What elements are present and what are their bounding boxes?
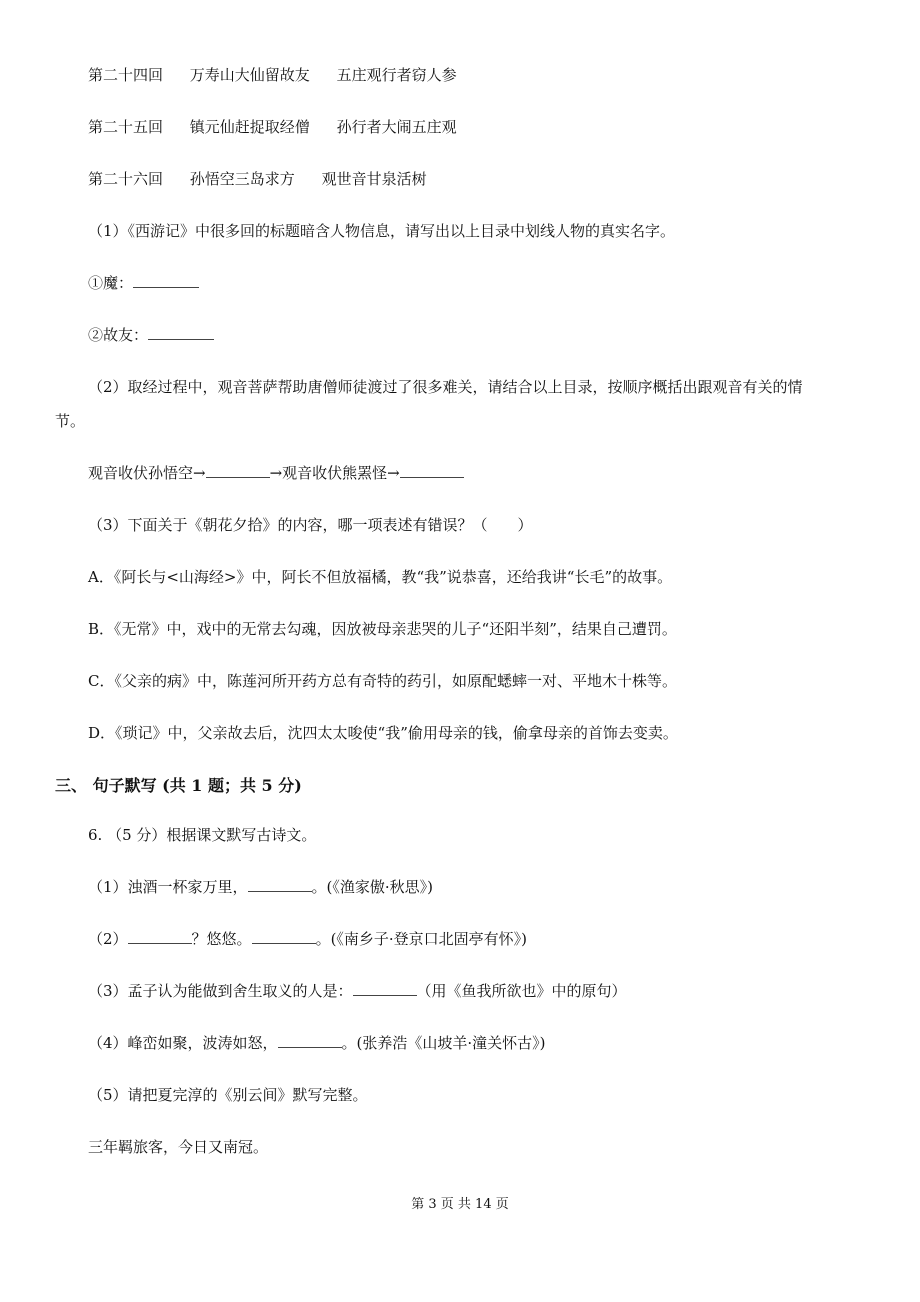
- chapter-title-b: 五庄观行者窃人参: [336, 66, 457, 84]
- item-prefix: （4）峰峦如聚，波涛如怒，: [88, 1034, 278, 1052]
- toc-line-24: [88, 64, 457, 85]
- answer-blank[interactable]: [206, 463, 270, 478]
- answer-blank[interactable]: [252, 929, 316, 944]
- question-6-text: 6. （5 分）根据课文默写古诗文。: [88, 826, 317, 844]
- chapter-number: 第二十四回: [88, 66, 164, 84]
- question-2-text-line-2: 节。: [55, 412, 86, 430]
- item-prefix: （1）浊酒一杯家万里，: [88, 878, 248, 896]
- recite-item-2: [88, 928, 527, 949]
- toc-line-26: [88, 168, 427, 189]
- answer-blank[interactable]: [278, 1033, 342, 1048]
- toc-line-25: [88, 116, 457, 137]
- option-c: C．《父亲的病》中，陈莲河所开药方总有奇特的药引，如原配蟋蟀一对、平地木十株等。: [88, 672, 677, 690]
- answer-blank[interactable]: [133, 273, 199, 288]
- answer-blank[interactable]: [128, 929, 192, 944]
- chapter-number: 第二十五回: [88, 118, 164, 136]
- item-label: ②故友：: [88, 326, 149, 344]
- chapter-title-b: 孙行者大闹五庄观: [336, 118, 457, 136]
- question-2-text-line-1: （2）取经过程中，观音菩萨帮助唐僧师徒渡过了很多难关，请结合以上目录，按顺序概括出跟观音有关的情: [88, 378, 803, 396]
- chain-step-b: →观音收伏熊罴怪→: [269, 464, 400, 482]
- recite-item-4: [88, 1032, 546, 1053]
- item-suffix: 。(《南乡子·登京口北固亭有怀》): [315, 930, 528, 948]
- question-1-item-1: [88, 272, 199, 293]
- item-label: ①魔：: [88, 274, 134, 292]
- recite-item-1: [88, 876, 433, 897]
- chapter-title-a: 镇元仙赶捉取经僧: [189, 118, 310, 136]
- item-middle: ？悠悠。: [191, 930, 252, 948]
- chapter-number: 第二十六回: [88, 170, 164, 188]
- chapter-title-b: 观世音甘泉活树: [321, 170, 427, 188]
- question-3-text: （3）下面关于《朝花夕拾》的内容，哪一项表述有错误？（ ）: [88, 516, 533, 534]
- question-1-item-2: [88, 324, 214, 345]
- recite-item-3: [88, 980, 627, 1001]
- item-suffix: 。(《渔家傲·秋思》): [311, 878, 434, 896]
- item-prefix: （3）孟子认为能做到舍生取义的人是：: [88, 982, 353, 1000]
- option-d: D．《琐记》中，父亲故去后，沈四太太唆使“我”偷用母亲的钱，偷拿母亲的首饰去变卖。: [88, 724, 678, 742]
- answer-blank[interactable]: [400, 463, 464, 478]
- chapter-title-a: 万寿山大仙留故友: [189, 66, 310, 84]
- option-a: A．《阿长与<山海经>》中，阿长不但放福橘，教“我”说恭喜，还给我讲“长毛”的故事。: [88, 568, 673, 586]
- question-2-chain: [88, 462, 464, 483]
- recite-item-5: （5）请把夏完淳的《别云间》默写完整。: [88, 1086, 368, 1104]
- chapter-title-a: 孙悟空三岛求方: [189, 170, 295, 188]
- answer-blank[interactable]: [148, 325, 214, 340]
- question-1-text: （1）《西游记》中很多回的标题暗含人物信息，请写出以上目录中划线人物的真实名字。: [88, 222, 676, 240]
- chain-step-a: 观音收伏孙悟空→: [88, 464, 206, 482]
- item-prefix: （2）: [88, 930, 128, 948]
- poem-line: 三年羁旅客，今日又南冠。: [88, 1138, 269, 1156]
- item-suffix: 。(张养浩《山坡羊·潼关怀古》): [341, 1034, 546, 1052]
- item-suffix: （用《鱼我所欲也》中的原句）: [416, 982, 627, 1000]
- section-heading: 三、 句子默写 (共 1 题；共 5 分): [55, 776, 302, 795]
- page-number: 第 3 页 共 14 页: [411, 1197, 509, 1212]
- answer-blank[interactable]: [353, 981, 417, 996]
- option-b: B．《无常》中，戏中的无常去勾魂，因放被母亲悲哭的儿子“还阳半刻”，结果自己遭罚。: [88, 620, 677, 638]
- answer-blank[interactable]: [248, 877, 312, 892]
